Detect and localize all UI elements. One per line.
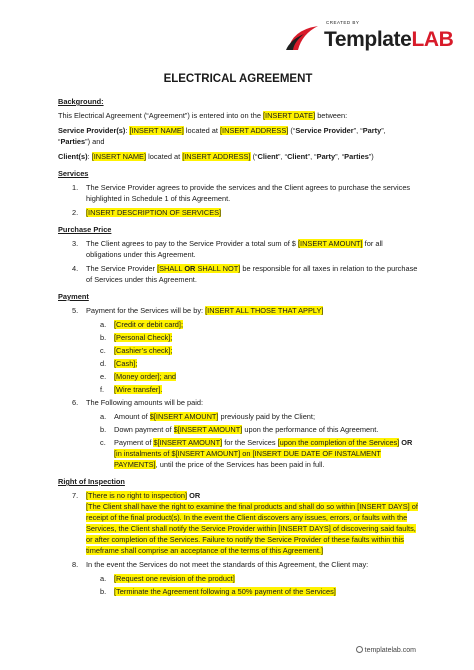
clause-4: 4. The Service Provider [SHALL OR SHALL NOT] be responsible for all taxes in relation to the purchase of Services under this Agreement. [72, 264, 418, 284]
footer [356, 645, 416, 656]
heading-right-of-inspection: Right of Inspection [58, 477, 125, 486]
payment-method-item: d. [Cash]; [100, 359, 138, 368]
document-body [58, 72, 418, 599]
intro-paragraph: This Electrical Agreement (“Agreement”) is entered into on the [INSERT DATE] between: [58, 111, 348, 120]
services-description-field: [INSERT DESCRIPTION OF SERVICES] [86, 208, 222, 217]
amount-item-a: a. Amount of $[INSERT AMOUNT] previously paid by the Client; [100, 412, 316, 421]
clause-3: 3. The Client agrees to pay to the Service Provider a total sum of $ [INSERT AMOUNT] for all obligations under this Agreement. [72, 239, 383, 259]
footer-site-link[interactable]: templatelab.com [364, 647, 416, 654]
templatelab-logo [284, 20, 454, 56]
provider-name-field: [INSERT NAME] [129, 126, 184, 135]
clause-8: 8. In the event the Services do not meet the standards of this Agreement, the Client may: [72, 560, 369, 569]
provider-address-field: [INSERT ADDRESS] [220, 126, 289, 135]
heading-services: Services [58, 169, 89, 178]
clause-7: 7. [There is no right to inspection] OR [The Client shall have the right to examine the final products and shall do so within [INSERT DAYS] of receipt of the final product(s). In the event the Client discovers any issues, errors, or faults with the Services, the Client shall notify the Service Provider within [INSERT DAYS] of discovering said faults, or after completion of the Services. Failure to notify the Service Provider of these faults within this timeframe shall comprise an acceptance of the terms of this Agreement.] [72, 491, 418, 555]
payment-method-item: f. [Wire transfer]. [100, 385, 163, 394]
payment-methods-field: [INSERT ALL THOSE THAT APPLY] [205, 306, 324, 315]
templatelab-logo-icon [284, 24, 322, 52]
amount-item-b: b. Down payment of $[INSERT AMOUNT] upon the performance of this Agreement. [100, 425, 379, 434]
logo-template: Template [324, 28, 412, 51]
logo-lab: LAB [411, 28, 454, 51]
clause-5: 5. Payment for the Services will be by: [INSERT ALL THOSE THAT APPLY] [72, 306, 324, 315]
amount-item-c: c. Payment of $[INSERT AMOUNT] for the Services [upon the completion of the Services] OR [in instalments of $[INSERT AMOUNT] on [INSERT DUE DATE OF INSTALMENT PAYMENTS], until the price of the Services has been paid in full. [100, 438, 413, 469]
client-paragraph: Client(s): [INSERT NAME] located at [INSERT ADDRESS] (“Client”, “Client”, “Party”, “Parties”) [58, 152, 374, 161]
insert-date-field: [INSERT DATE] [262, 111, 316, 120]
logo-wordmark [324, 28, 453, 52]
service-provider-paragraph: Service Provider(s): [INSERT NAME] located at [INSERT ADDRESS] (“Service Provider”, “Party”, “Parties”) and [58, 126, 386, 146]
heading-purchase-price: Purchase Price [58, 225, 112, 234]
client-name-field: [INSERT NAME] [91, 152, 147, 161]
remedy-item: b. [Terminate the Agreement following a 50% payment of the Services] [100, 587, 336, 596]
payment-method-item: e. [Money order]; and [100, 372, 177, 381]
total-amount-field: [INSERT AMOUNT] [297, 239, 363, 248]
tax-option-field: [SHALL OR SHALL NOT] [157, 264, 241, 273]
payment-method-item: a. [Credit or debit card]; [100, 320, 184, 329]
payment-method-item: c. [Cashier’s check]; [100, 346, 173, 355]
client-address-field: [INSERT ADDRESS] [182, 152, 251, 161]
logo-created-by: CREATED BY [326, 20, 360, 25]
globe-icon [356, 646, 363, 653]
clause-1: 1. The Service Provider agrees to provide the services and the Client agrees to purchase the services highlighted in Schedule 1 of this Agreement. [72, 183, 411, 203]
clause-6: 6. The Following amounts will be paid: [72, 398, 204, 407]
remedy-item: a. [Request one revision of the product] [100, 574, 235, 583]
document-title: ELECTRICAL AGREEMENT [163, 73, 313, 85]
payment-method-item: b. [Personal Check]; [100, 333, 173, 342]
heading-payment: Payment [58, 292, 89, 301]
heading-background: Background: [58, 97, 104, 106]
clause-2: 2. [INSERT DESCRIPTION OF SERVICES] [72, 208, 222, 217]
